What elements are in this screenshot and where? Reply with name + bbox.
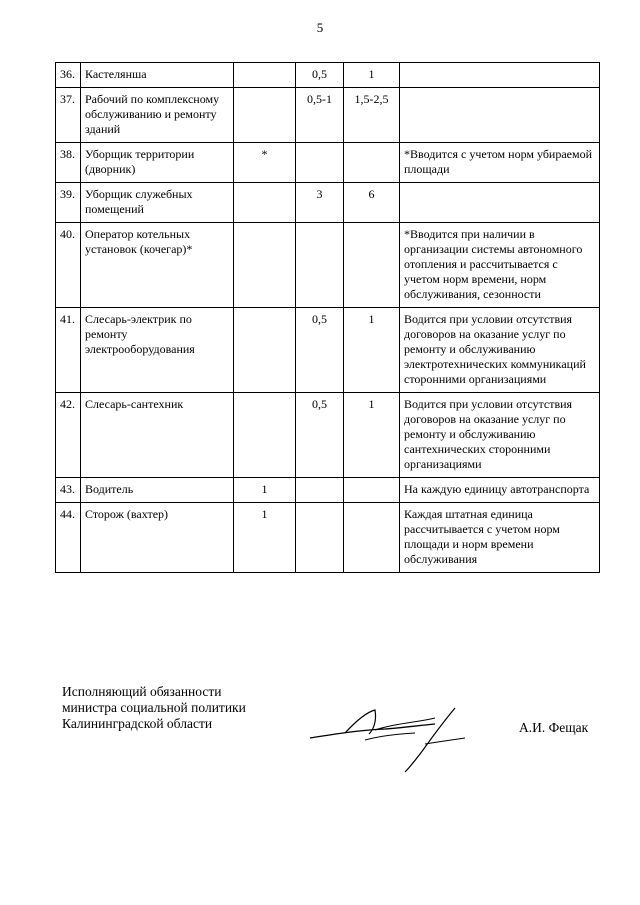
table-row bbox=[56, 308, 600, 393]
table-row bbox=[56, 88, 600, 143]
count-column-3 bbox=[344, 478, 400, 503]
row-note bbox=[400, 183, 600, 223]
count-column-1 bbox=[234, 223, 296, 308]
row-number: 36. bbox=[56, 63, 81, 88]
row-number: 38. bbox=[56, 143, 81, 183]
table-row bbox=[56, 503, 600, 573]
count-column-2 bbox=[296, 143, 344, 183]
count-column-3: 6 bbox=[344, 183, 400, 223]
signatory-title-line-1: Исполняющий обязанности bbox=[62, 684, 222, 699]
position-name: Сторож (вахтер) bbox=[81, 503, 234, 573]
page-number: 5 bbox=[316, 20, 324, 35]
count-column-1: 1 bbox=[234, 478, 296, 503]
row-note bbox=[400, 63, 600, 88]
position-name: Слесарь-электрик по ремонту электрооборудования bbox=[81, 308, 234, 393]
table-row bbox=[56, 143, 600, 183]
count-column-1 bbox=[234, 183, 296, 223]
count-column-3 bbox=[344, 223, 400, 308]
count-column-1 bbox=[234, 393, 296, 478]
count-column-1: * bbox=[234, 143, 296, 183]
table-row bbox=[56, 393, 600, 478]
count-column-2: 0,5-1 bbox=[296, 88, 344, 143]
row-note: *Вводится при наличии в организации системы автономного отопления и рассчитывается с учетом норм времени, норм обслуживания, сезонности bbox=[400, 223, 600, 308]
count-column-3 bbox=[344, 503, 400, 573]
row-note: *Вводится с учетом норм убираемой площади bbox=[400, 143, 600, 183]
count-column-3: 1 bbox=[344, 63, 400, 88]
row-number: 43. bbox=[56, 478, 81, 503]
position-name: Рабочий по комплексному обслуживанию и ремонту зданий bbox=[81, 88, 234, 143]
table-row bbox=[56, 223, 600, 308]
row-number: 41. bbox=[56, 308, 81, 393]
count-column-3 bbox=[344, 143, 400, 183]
signatory-title bbox=[62, 684, 246, 732]
position-name: Уборщик территории (дворник) bbox=[81, 143, 234, 183]
row-note: Водится при условии отсутствия договоров на оказание услуг по ремонту и обслуживанию сантехнических сторонними организациями bbox=[400, 393, 600, 478]
row-number: 39. bbox=[56, 183, 81, 223]
count-column-2 bbox=[296, 223, 344, 308]
count-column-1 bbox=[234, 88, 296, 143]
position-name: Уборщик служебных помещений bbox=[81, 183, 234, 223]
count-column-2 bbox=[296, 478, 344, 503]
row-note: Водится при условии отсутствия договоров на оказание услуг по ремонту и обслуживанию электротехнических коммуникаций сторонними организациями bbox=[400, 308, 600, 393]
handwritten-signature bbox=[305, 700, 485, 780]
staffing-table bbox=[55, 62, 600, 573]
table-row bbox=[56, 478, 600, 503]
row-note bbox=[400, 88, 600, 143]
count-column-2: 0,5 bbox=[296, 393, 344, 478]
row-number: 44. bbox=[56, 503, 81, 573]
count-column-2: 3 bbox=[296, 183, 344, 223]
row-number: 37. bbox=[56, 88, 81, 143]
position-name: Кастелянша bbox=[81, 63, 234, 88]
table-row bbox=[56, 63, 600, 88]
count-column-1 bbox=[234, 63, 296, 88]
count-column-1 bbox=[234, 308, 296, 393]
position-name: Оператор котельных установок (кочегар)* bbox=[81, 223, 234, 308]
count-column-1: 1 bbox=[234, 503, 296, 573]
row-note: На каждую единицу автотранспорта bbox=[400, 478, 600, 503]
count-column-2: 0,5 bbox=[296, 308, 344, 393]
position-name: Водитель bbox=[81, 478, 234, 503]
table-row bbox=[56, 183, 600, 223]
count-column-3: 1,5-2,5 bbox=[344, 88, 400, 143]
row-number: 42. bbox=[56, 393, 81, 478]
count-column-3: 1 bbox=[344, 393, 400, 478]
signatory-name: А.И. Фещак bbox=[519, 720, 589, 735]
row-note: Каждая штатная единица рассчитывается с учетом норм площади и норм времени обслуживания bbox=[400, 503, 600, 573]
count-column-2: 0,5 bbox=[296, 63, 344, 88]
count-column-3: 1 bbox=[344, 308, 400, 393]
signatory-title-line-3: Калининградской области bbox=[62, 716, 213, 731]
position-name: Слесарь-сантехник bbox=[81, 393, 234, 478]
signatory-title-line-2: министра социальной политики bbox=[62, 700, 246, 715]
count-column-2 bbox=[296, 503, 344, 573]
row-number: 40. bbox=[56, 223, 81, 308]
